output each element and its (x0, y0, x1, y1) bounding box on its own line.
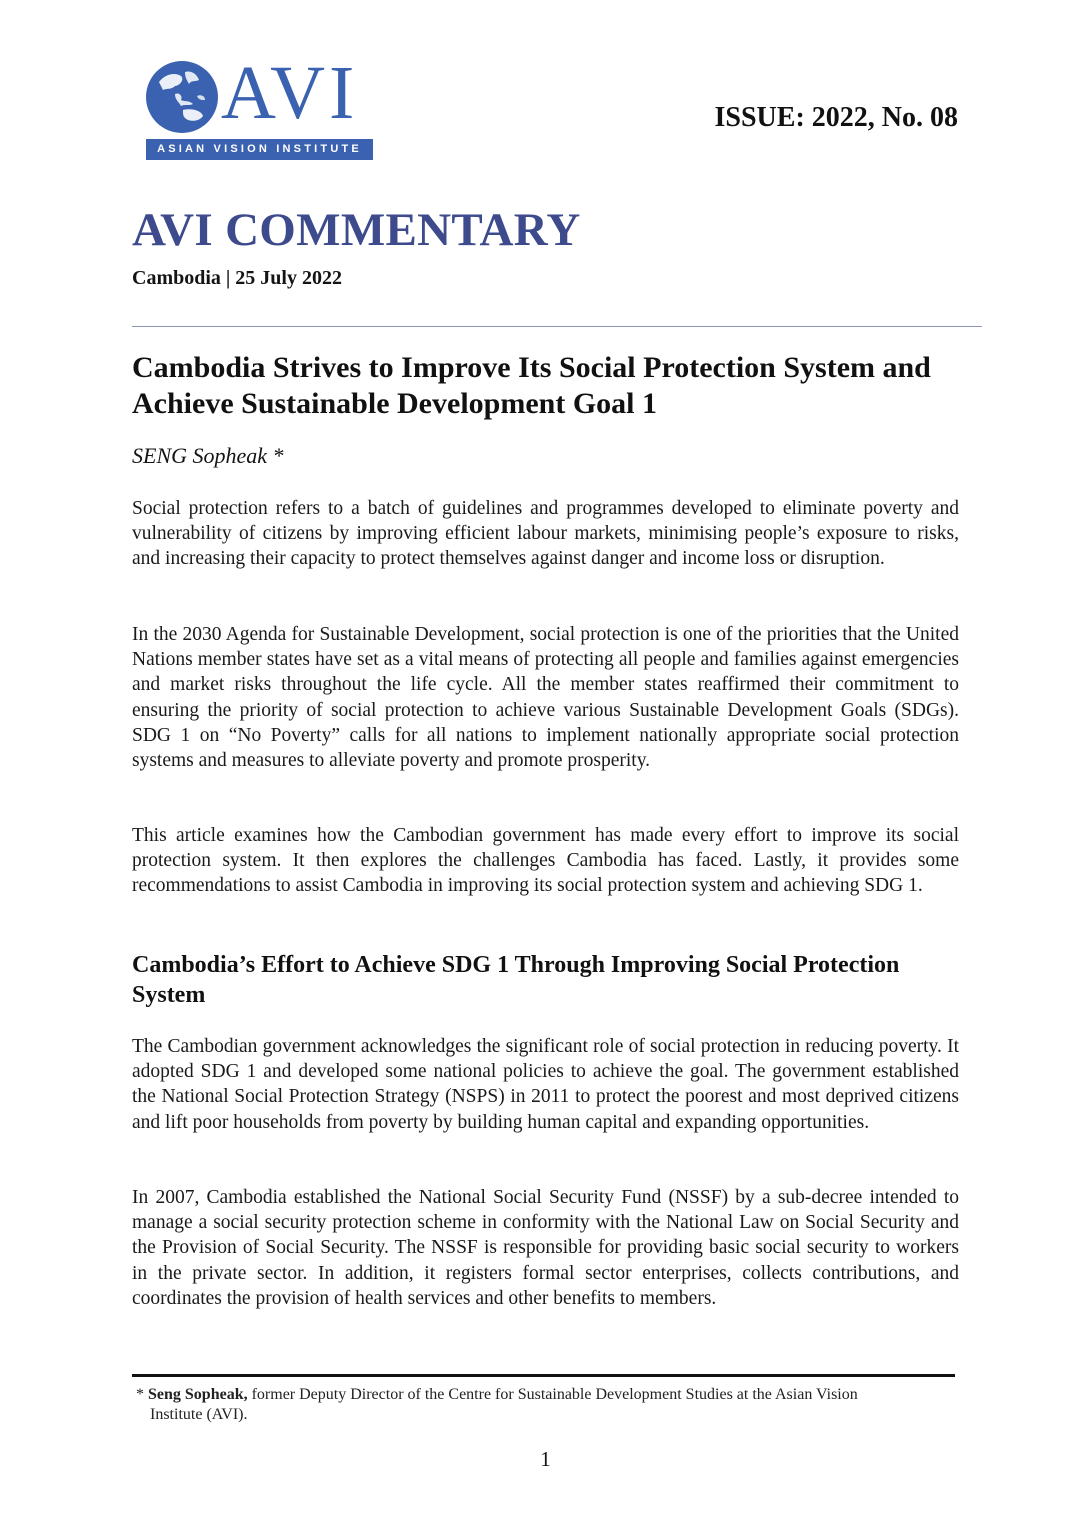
paragraph: Social protection refers to a batch of guidelines and programmes developed to eliminate poverty and vulnerability of citizens by improving efficient labour markets, minimising people’s exposure to risks, and increasing their capacity to protect themselves against danger and income loss or disruption. (132, 498, 959, 570)
header-divider (132, 326, 982, 327)
footnote (136, 1385, 966, 1425)
footnote-text: former Deputy Director of the Centre for Sustainable Development Studies at the Asian Vision (247, 1386, 858, 1403)
section-heading: Cambodia’s Effort to Achieve SDG 1 Through Improving Social Protection System (132, 952, 900, 1008)
paragraph: This article examines how the Cambodian government has made every effort to improve its social protection system. It then explores the challenges Cambodia has faced. Lastly, it provides some recommendations to assist Cambodia in improving its social protection system and achieving SDG 1. (132, 825, 959, 897)
publication-title: AVI COMMENTARY (132, 204, 581, 256)
logo-letters: AVI (221, 51, 359, 135)
footnote-text-continued: Institute (AVI). (150, 1406, 248, 1423)
footnote-divider (132, 1374, 955, 1377)
logo-banner: ASIAN VISION INSTITUTE (146, 139, 373, 160)
paragraph: In 2007, Cambodia established the National Social Security Fund (NSSF) by a sub-decree intended to manage a social security protection scheme in conformity with the National Law on Social Security and the Provision of Social Security. The NSSF is responsible for providing basic social security to workers in the private sector. In addition, it registers formal sector enterprises, collects contributions, and coordinates the provision of health services and other benefits to members. (132, 1187, 959, 1309)
paragraph: The Cambodian government acknowledges the significant role of social protection in reducing poverty. It adopted SDG 1 and developed some national policies to achieve the goal. The government established the National Social Protection Strategy (NSPS) in 2011 to protect the poorest and most deprived citizens and lift poor households from poverty by building human capital and expanding opportunities. (132, 1036, 959, 1133)
footnote-marker: * (136, 1386, 148, 1403)
page-number: 1 (540, 1447, 551, 1471)
dateline: Cambodia | 25 July 2022 (132, 267, 342, 289)
footnote-author-name: Seng Sopheak, (148, 1386, 248, 1403)
avi-logo (145, 51, 375, 162)
issue-number: ISSUE: 2022, No. 08 (714, 102, 958, 133)
article-title: Cambodia Strives to Improve Its Social Protection System and Achieve Sustainable Development Goal 1 (132, 351, 931, 420)
paragraph: In the 2030 Agenda for Sustainable Development, social protection is one of the priorities that the United Nations member states have set as a vital means of protecting all people and families against emergencies and market risks throughout the life cycle. All the member states reaffirmed their commitment to ensuring the priority of social protection to achieve various Sustainable Development Goals (SDGs). SDG 1 on “No Poverty” calls for all nations to implement nationally appropriate social protection systems and measures to alleviate poverty and promote prosperity. (132, 624, 959, 772)
author-byline: SENG Sopheak * (132, 443, 284, 468)
globe-icon (145, 60, 219, 134)
